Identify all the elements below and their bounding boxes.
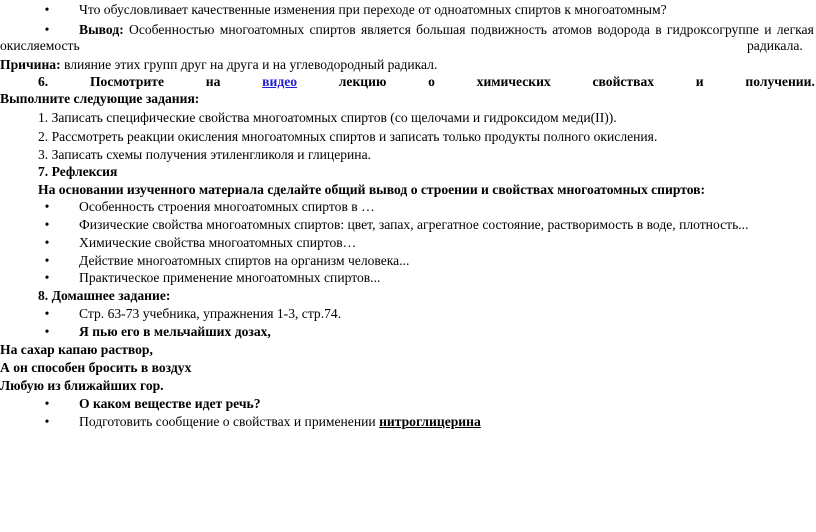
step-6-instruction: Выполните следующие задания: [0,91,200,106]
final-task [79,414,481,430]
step-6-line [38,74,815,90]
video-link[interactable]: видео [262,74,298,89]
step-6-word: на [205,74,221,89]
task-item: 3. Записать схемы получения этиленгликоля и глицерина. [38,147,372,162]
conclusion-word: атомов [552,22,593,37]
list-item: Практическое применение многоатомных спиртов... [79,270,381,285]
final-task-keyword: нитроглицерина [379,414,481,429]
conclusion-word: является [360,22,411,37]
conclusion-word: Особенностью [129,22,215,37]
reason-text: влияние этих групп друг на друга и на углеводородный радикал. [60,57,438,72]
poem-line: Любую из ближайших гор. [0,378,164,393]
list-item: Особенность строения многоатомных спиртов в … [79,199,375,214]
poem-line: На сахар капаю раствор, [0,342,153,357]
paragraph-question: Что обусловливает качественные изменения при переходе от одноатомных спиртов к многоатомным? [79,2,667,17]
riddle-question: О каком веществе идет речь? [79,396,261,411]
step-6-word: свойствах [592,74,655,89]
step-6-word: и [695,74,704,89]
section-8-heading: 8. Домашнее задание: [38,288,171,303]
bullet-icon: • [44,217,50,232]
conclusion-word: водорода [597,22,650,37]
list-item: Физические свойства многоатомных спиртов: цвет, запах, агрегатное состояние, растворимость в воде, плотность... [79,217,749,232]
reason-line [0,57,437,73]
task-item: 2. Рассмотреть реакции окисления многоатомных спиртов и записать только продукты полного окисления. [38,129,658,144]
bullet-icon: • [44,199,50,214]
conclusion-word: легкая [776,22,814,37]
bullet-icon: • [44,414,50,429]
bullet-icon: • [44,235,50,250]
step-6-word: лекцию [338,74,387,89]
section-7-instruction: На основании изученного материала сделайте общий вывод о строении и свойствах многоатомных спиртов: [38,182,706,197]
poem-line: А он способен бросить в воздух [0,360,192,375]
bullet-icon: • [44,22,50,37]
homework-item: Стр. 63-73 учебника, упражнения 1-3, стр.74. [79,306,342,321]
bullet-icon: • [44,270,50,285]
conclusion-word: большая [416,22,466,37]
conclusion-word: подвижность [470,22,547,37]
final-task-text: Подготовить сообщение о свойствах и применении [79,414,380,429]
conclusion-continuation: окисляемость [0,38,80,53]
bullet-icon: • [44,396,50,411]
task-item: 1. Записать специфические свойства многоатомных спиртов (со щелочами и гидроксидом меди(II)). [38,110,617,125]
step-6-word: 6. [38,74,49,89]
conclusion-end: радикала. [747,38,803,53]
step-6-word: получении. [745,74,815,89]
step-6-word: о [428,74,435,89]
reason-label: Причина: [0,57,61,72]
bullet-icon: • [44,253,50,268]
list-item: Действие многоатомных спиртов на организм человека... [79,253,410,268]
section-7-heading: 7. Рефлексия [38,164,118,179]
conclusion-word: в [655,22,662,37]
conclusion-line [79,22,814,38]
conclusion-word: гидроксогруппе [666,22,759,37]
poem-line: Я пью его в мельчайших дозах, [79,324,271,339]
bullet-icon: • [44,324,50,339]
bullet-icon: • [44,306,50,321]
conclusion-word: и [764,22,772,37]
step-6-word: химических [476,74,551,89]
bullet-icon: • [44,2,50,17]
step-6-word: Посмотрите [89,74,165,89]
list-item: Химические свойства многоатомных спиртов… [79,235,357,250]
conclusion-word: многоатомных [219,22,305,37]
conclusion-label: Вывод: [79,22,124,37]
conclusion-word: спиртов [309,22,356,37]
